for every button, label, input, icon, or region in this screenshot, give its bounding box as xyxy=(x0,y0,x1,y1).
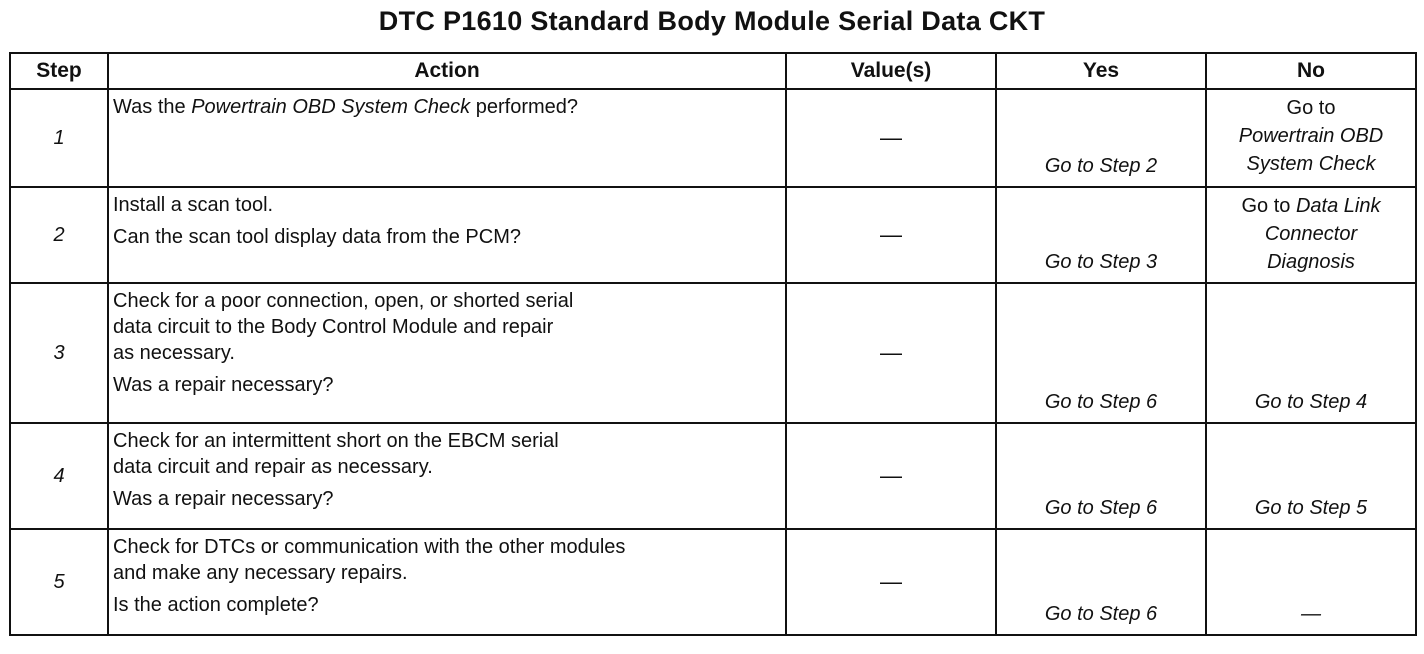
diagnostic-table xyxy=(9,52,1417,636)
action-link-text: Powertrain OBD System Check xyxy=(191,96,471,118)
header-no: No xyxy=(1206,53,1416,89)
action-text: and make any necessary repairs. xyxy=(113,562,408,584)
step-number: 1 xyxy=(10,89,108,187)
step-number: 4 xyxy=(10,423,108,529)
value-cell: — xyxy=(786,283,996,423)
yes-cell: Go to Step 6 xyxy=(996,423,1206,529)
action-text: Check for a poor connection, open, or shorted serial xyxy=(113,290,574,312)
action-cell xyxy=(108,89,786,187)
no-text: Go to xyxy=(1286,97,1336,119)
no-text: Diagnosis xyxy=(1267,251,1355,273)
action-text: as necessary. xyxy=(113,342,235,364)
action-text: Check for DTCs or communication with the other modules xyxy=(113,536,626,558)
no-cell: Go to Step 4 xyxy=(1206,283,1416,423)
action-text: data circuit and repair as necessary. xyxy=(113,456,433,478)
action-text xyxy=(113,94,779,120)
no-cell: — xyxy=(1206,529,1416,635)
action-text: data circuit to the Body Control Module and repair xyxy=(113,316,554,338)
action-question: Was a repair necessary? xyxy=(113,488,334,510)
action-question: Was a repair necessary? xyxy=(113,374,334,396)
value-cell: — xyxy=(786,529,996,635)
yes-cell: Go to Step 6 xyxy=(996,283,1206,423)
page-title: DTC P1610 Standard Body Module Serial Data CKT xyxy=(378,6,1046,36)
action-cell xyxy=(108,423,786,529)
no-cell: Go to Step 5 xyxy=(1206,423,1416,529)
no-text-part: Go to xyxy=(1241,195,1296,217)
header-step: Step xyxy=(10,53,108,89)
action-question: Is the action complete? xyxy=(113,594,319,616)
no-text: System Check xyxy=(1246,153,1376,175)
no-text: Powertrain OBD xyxy=(1238,125,1384,147)
no-text: Connector xyxy=(1264,223,1358,245)
table-row xyxy=(10,89,1416,187)
action-cell xyxy=(108,529,786,635)
table-row xyxy=(10,423,1416,529)
yes-cell: Go to Step 3 xyxy=(996,187,1206,283)
step-number: 3 xyxy=(10,283,108,423)
header-yes: Yes xyxy=(996,53,1206,89)
table-row xyxy=(10,529,1416,635)
header-values: Value(s) xyxy=(786,53,996,89)
yes-cell: Go to Step 2 xyxy=(996,89,1206,187)
action-text: Check for an intermittent short on the EBCM serial xyxy=(113,430,559,452)
yes-cell: Go to Step 6 xyxy=(996,529,1206,635)
action-text: Install a scan tool. xyxy=(113,194,274,216)
action-text-part: Was the xyxy=(113,96,192,118)
table-header-row xyxy=(10,53,1416,89)
table-row xyxy=(10,283,1416,423)
action-question: Can the scan tool display data from the PCM? xyxy=(113,226,521,248)
no-text xyxy=(1207,192,1415,220)
action-cell xyxy=(108,283,786,423)
no-text-part: Data Link xyxy=(1295,195,1381,217)
step-number: 2 xyxy=(10,187,108,283)
no-cell xyxy=(1206,89,1416,187)
action-cell xyxy=(108,187,786,283)
no-cell xyxy=(1206,187,1416,283)
action-text-part: performed? xyxy=(470,96,579,118)
table-row xyxy=(10,187,1416,283)
value-cell: — xyxy=(786,89,996,187)
value-cell: — xyxy=(786,423,996,529)
step-number: 5 xyxy=(10,529,108,635)
header-action: Action xyxy=(108,53,786,89)
value-cell: — xyxy=(786,187,996,283)
